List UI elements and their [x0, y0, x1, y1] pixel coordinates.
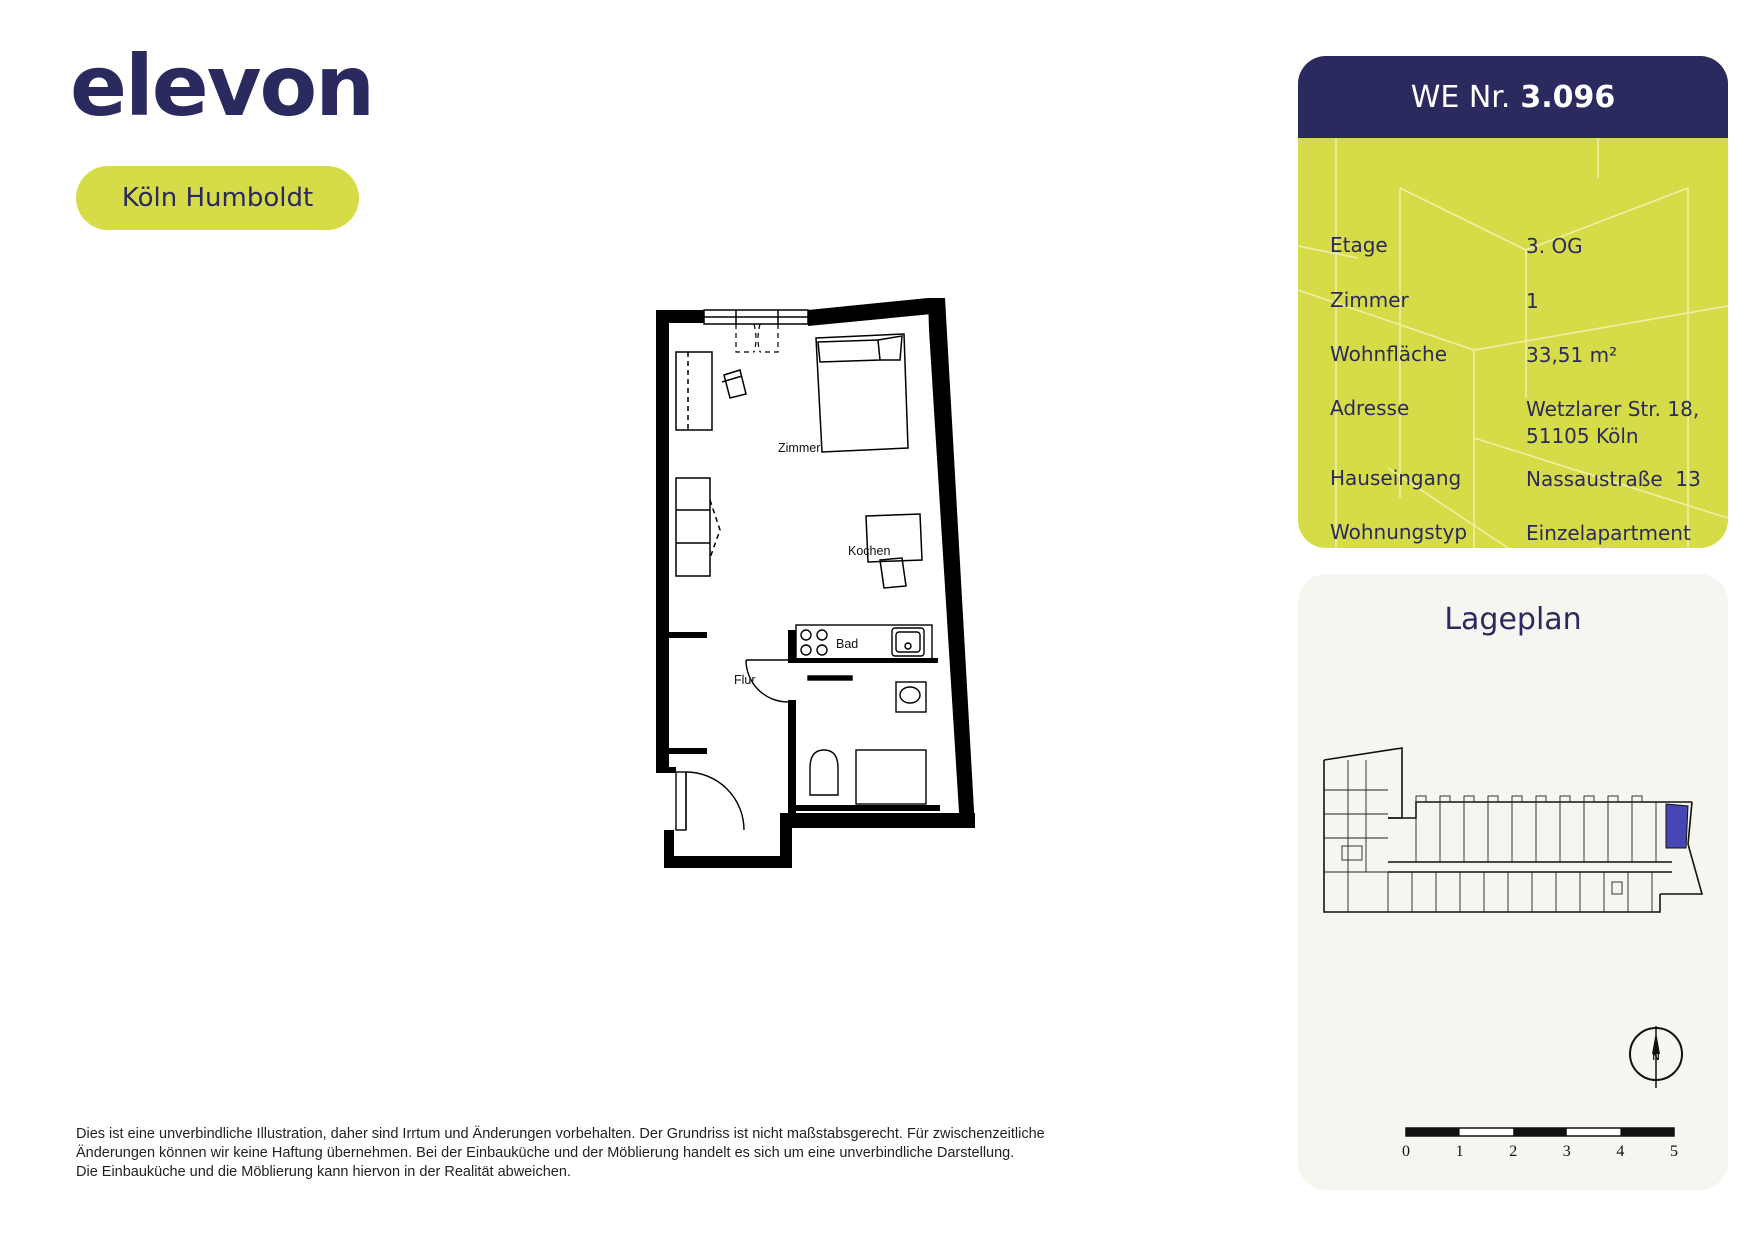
disclaimer-line: Änderungen können wir keine Haftung übernehmen. Bei der Einbauküche und der Möblierung handelt es sich um eine unverbindliche Darstellung.: [76, 1145, 1015, 1161]
north-arrow-icon: [1626, 1024, 1686, 1090]
room-label-kochen: Kochen: [848, 544, 891, 558]
address-line-1: Wetzlarer Str. 18,: [1526, 397, 1700, 421]
scale-bar: [1398, 1126, 1688, 1166]
site-plan-title: Lageplan: [1444, 602, 1582, 637]
detail-value: 3. OG: [1526, 234, 1583, 258]
site-plan-card: [1298, 574, 1728, 1190]
detail-label: Hauseingang: [1330, 466, 1462, 490]
room-label-zimmer: Zimmer: [778, 441, 821, 455]
brand-logo: elevon: [70, 37, 373, 135]
location-label: Köln Humboldt: [121, 183, 314, 213]
detail-label: Wohnfläche: [1330, 342, 1448, 366]
scale-tick-label: 4: [1616, 1143, 1625, 1160]
scale-tick-label: 3: [1562, 1143, 1571, 1160]
north-label: N: [1652, 1052, 1660, 1063]
detail-value: Einzelapartment: [1526, 521, 1691, 545]
floor-plan: [640, 290, 980, 884]
detail-value: [1526, 396, 1699, 450]
disclaimer-line: Die Einbauküche und die Möblierung kann hiervon in der Realität abweichen.: [76, 1164, 571, 1180]
highlighted-unit: [1666, 804, 1688, 848]
unit-info-card: [1298, 56, 1728, 548]
detail-value: 33,51 m²: [1526, 343, 1618, 367]
disclaimer-text: [76, 1125, 1176, 1182]
scale-tick-label: 1: [1455, 1143, 1464, 1160]
detail-value: Nassaustraße 13: [1526, 467, 1701, 491]
unit-number-prefix: WE Nr.: [1410, 79, 1511, 115]
room-label-bad: Bad: [836, 637, 859, 651]
detail-label: Etage: [1330, 233, 1388, 257]
detail-value: 1: [1526, 289, 1539, 313]
unit-number-header: [1298, 56, 1728, 138]
unit-number: 3.096: [1520, 79, 1616, 115]
room-label-flur: Flur: [734, 673, 756, 687]
scale-tick-label: 2: [1509, 1143, 1518, 1160]
disclaimer-line: Dies ist eine unverbindliche Illustration, daher sind Irrtum und Änderungen vorbehalten. Der Grundriss ist nicht maßstabsgerecht. Für zwischenzeitliche: [76, 1126, 1045, 1142]
floor-plan-drawing: [640, 290, 980, 880]
scale-tick-label: 0: [1402, 1143, 1410, 1160]
address-line-2: 51105 Köln: [1526, 424, 1639, 448]
site-plan-map: [1322, 744, 1712, 924]
scale-tick-label: 5: [1670, 1143, 1678, 1160]
detail-label: Adresse: [1330, 396, 1410, 420]
location-badge: [76, 166, 359, 230]
detail-label: Zimmer: [1330, 288, 1409, 312]
detail-label: Wohnungstyp: [1330, 520, 1468, 544]
